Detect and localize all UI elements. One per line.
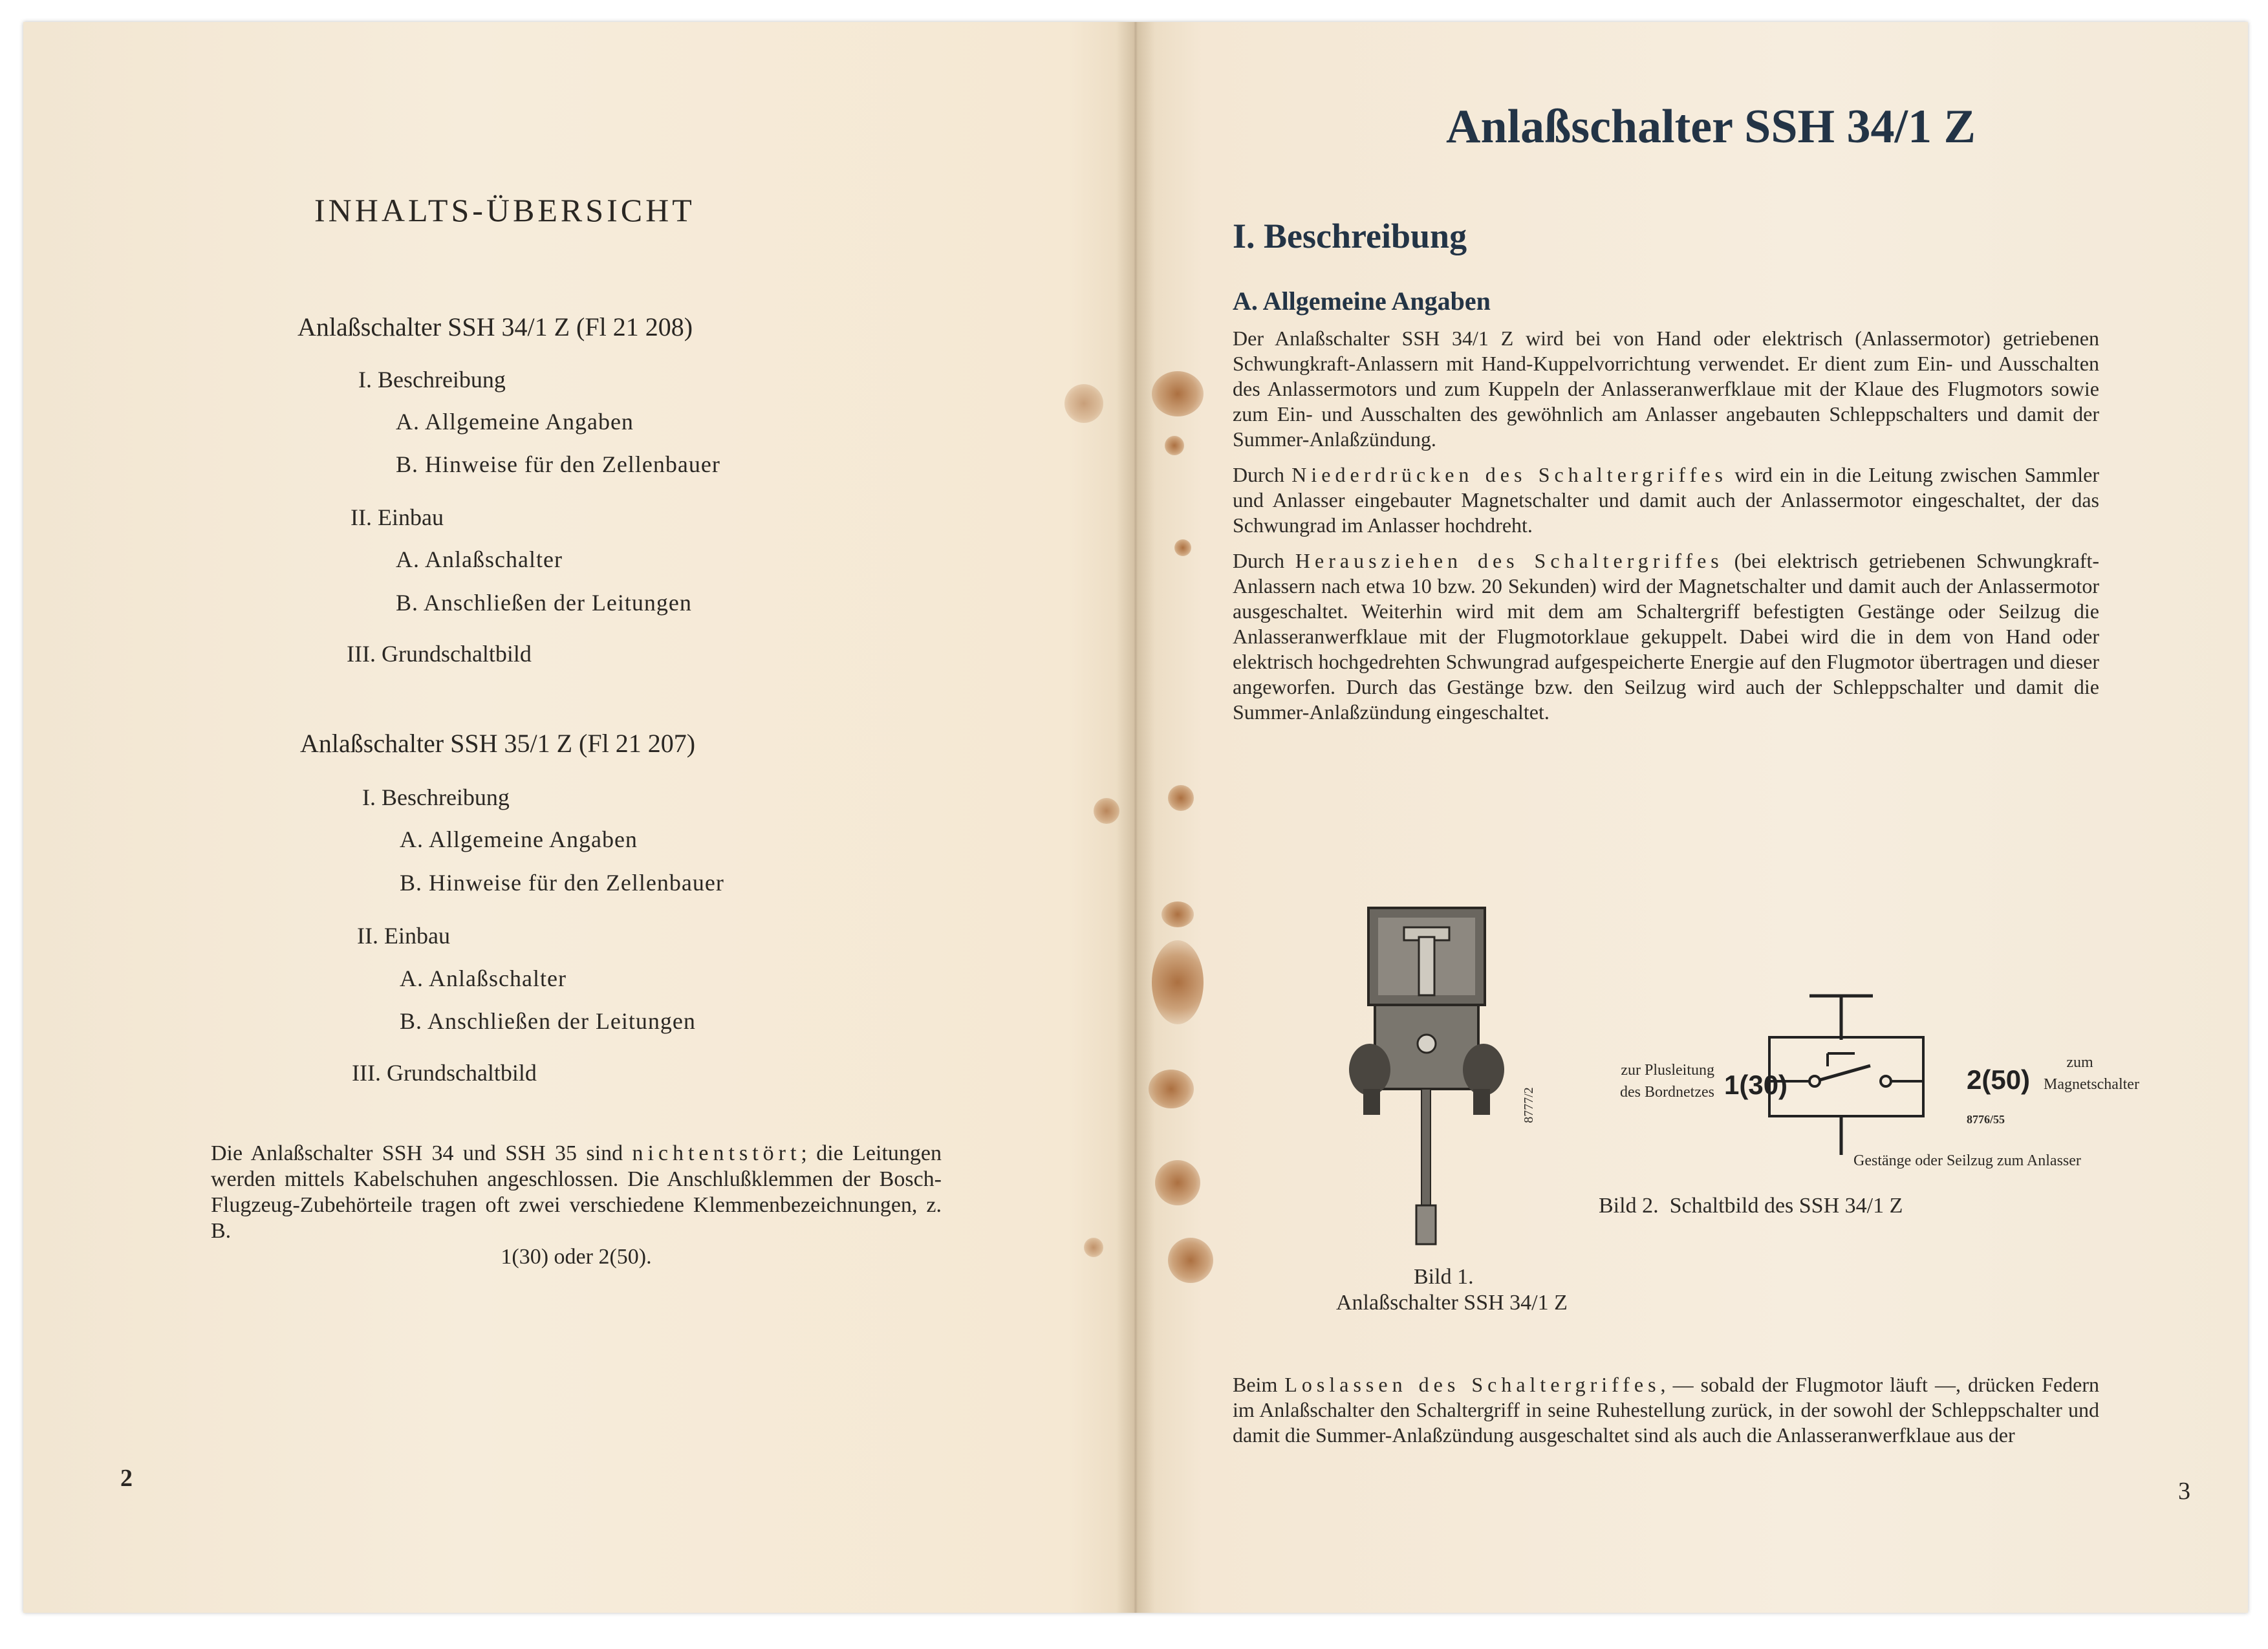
page-title: Anlaßschalter SSH 34/1 Z bbox=[1446, 100, 1976, 153]
page-number-right: 3 bbox=[2178, 1478, 2190, 1505]
description-text bbox=[1233, 326, 2099, 735]
figure2-code: 8776/55 bbox=[1967, 1113, 2005, 1126]
figure1-caption-line1: Bild 1. bbox=[1414, 1265, 1474, 1289]
toc-item: II. Einbau bbox=[351, 504, 444, 530]
toc-title-ssh34: Anlaßschalter SSH 34/1 Z (Fl 21 208) bbox=[297, 312, 693, 341]
p3-lead: Durch bbox=[1233, 549, 1295, 572]
toc-subitem: A. Anlaßschalter bbox=[400, 965, 567, 991]
book-spread bbox=[23, 22, 2248, 1613]
note-last-line: 1(30) oder 2(50). bbox=[501, 1245, 652, 1269]
toc-title-ssh35: Anlaßschalter SSH 35/1 Z (Fl 21 207) bbox=[300, 729, 696, 758]
toc-subitem: B. Hinweise für den Zellenbauer bbox=[396, 451, 720, 477]
paragraph-3 bbox=[1233, 548, 2099, 725]
note-text bbox=[211, 1141, 942, 1244]
p4-spaced: Loslassen des Schaltergriffes bbox=[1284, 1373, 1661, 1396]
switch-illustration bbox=[1349, 901, 1504, 1264]
p4-rest: , — sobald der Flugmotor läuft —, drücken Federn im Anlaßschalter den Schaltergriff in seine Ruhestellung zurück, in der sowohl der Schleppschalter und damit die Summer-Anlaßzündung ausgeschaltet sind als auch die Anlasseranwerfklaue aus der bbox=[1233, 1373, 2099, 1447]
note-part1: Die Anlaßschalter SSH 34 und SSH 35 sind bbox=[211, 1141, 632, 1165]
toc-subitem: A. Allgemeine Angaben bbox=[400, 826, 638, 852]
figure1-caption-line2: Anlaßschalter SSH 34/1 Z bbox=[1336, 1291, 1568, 1315]
paragraph-4 bbox=[1233, 1372, 2099, 1448]
subsection-title: A. Allgemeine Angaben bbox=[1233, 286, 1491, 316]
page-number-left: 2 bbox=[120, 1465, 133, 1492]
figure1-code: 8777/2 bbox=[1521, 1087, 1536, 1123]
note-part2: ; die Leitungen werden mittels Kabelschuhen angeschlossen. Die Anschlußklemmen der Bosch-Flugzeug-Zubehörteile tragen oft zwei verschiedene Klemmenbezeichnungen, z. B. bbox=[211, 1141, 942, 1243]
right-page bbox=[1142, 22, 2248, 1613]
section-title: I. Beschreibung bbox=[1233, 217, 1467, 255]
terminal-2-label: 2(50) bbox=[1967, 1064, 2031, 1095]
figure2-left-label-2: des Bordnetzes bbox=[1620, 1084, 1714, 1101]
p4-lead: Beim bbox=[1233, 1373, 1285, 1396]
toc-subitem: A. Anlaßschalter bbox=[396, 546, 563, 572]
figure2-right-label-2: Magnetschalter bbox=[2044, 1076, 2139, 1093]
p3-rest: (bei elektrisch getriebenen Schwungkraft-Anlassern nach etwa 10 bzw. 20 Sekunden) wird der Magnetschalter und damit auch der Anlassermotor ausgeschaltet. Weiterhin wird mit dem am Schaltergriff befestigten Gestänge oder Seilzug die Anlasseranwerfklaue mit der Flugmotorklaue gekuppelt. Dabei wird die in dem von Hand oder elektrisch hochgedrehten Schwungrad aufgespeicherte Energie auf den Flugmotor übertragen und dieser angeworfen. Durch das Gestänge bzw. den Seilzug wird auch der Schleppschalter und damit die Summer-Anlaßzündung eingeschaltet. bbox=[1233, 549, 2100, 724]
toc-item: I. Beschreibung bbox=[358, 367, 506, 393]
toc-item: III. Grundschaltbild bbox=[347, 641, 532, 667]
note-spaced: nichtentstört bbox=[632, 1141, 801, 1165]
figure2-bottom-label: Gestänge oder Seilzug zum Anlasser bbox=[1853, 1152, 2081, 1169]
toc-subitem: B. Anschließen der Leitungen bbox=[400, 1008, 696, 1034]
release-paragraph bbox=[1233, 1372, 2099, 1458]
left-page bbox=[23, 22, 1129, 1613]
figure2-caption: Bild 2. Schaltbild des SSH 34/1 Z bbox=[1599, 1194, 1903, 1218]
toc-subitem: B. Hinweise für den Zellenbauer bbox=[400, 870, 724, 896]
toc-heading: INHALTS-ÜBERSICHT bbox=[314, 192, 695, 228]
toc-subitem: B. Anschließen der Leitungen bbox=[396, 590, 692, 616]
terminal-1-label: 1(30) bbox=[1724, 1070, 1788, 1100]
figure2-left-label-1: zur Plusleitung bbox=[1621, 1062, 1714, 1079]
p3-spaced: Herausziehen des Schaltergriffes bbox=[1295, 549, 1723, 572]
toc-item: I. Beschreibung bbox=[362, 784, 510, 810]
p2-lead: Durch bbox=[1233, 463, 1292, 486]
toc-subitem: A. Allgemeine Angaben bbox=[396, 409, 634, 435]
note-paragraph bbox=[211, 1141, 942, 1270]
figure2-right-label-1: zum bbox=[2066, 1054, 2093, 1071]
paragraph-1: Der Anlaßschalter SSH 34/1 Z wird bei von Hand oder elektrisch (Anlassermotor) getriebenen Schwungkraft-Anlassern mit Hand-Kuppelvorrichtung verwendet. Er dient zum Ein- und Ausschalten des Anlassermotors und zum Kuppeln der Anlasseranwerfklaue mit der Klaue des Flugmotors sowie zum Ein- und Ausschalten des gewöhnlich am Anlasser angebauten Schleppschalters und damit der Summer-Anlaßzündung. bbox=[1233, 327, 2099, 451]
toc-item: II. Einbau bbox=[357, 923, 450, 949]
p2-rest: wird ein in die Leitung zwischen Sammler und Anlasser eingebauter Magnetschalter und damit auch der Anlassermotor eingeschaltet, der das Schwungrad im Anlasser hochdreht. bbox=[1233, 463, 2100, 537]
p2-spaced: Niederdrücken des Schaltergriffes bbox=[1291, 463, 1727, 486]
toc-item: III. Grundschaltbild bbox=[352, 1060, 537, 1086]
schematic-diagram bbox=[1763, 986, 1944, 1167]
paragraph-2 bbox=[1233, 462, 2099, 538]
